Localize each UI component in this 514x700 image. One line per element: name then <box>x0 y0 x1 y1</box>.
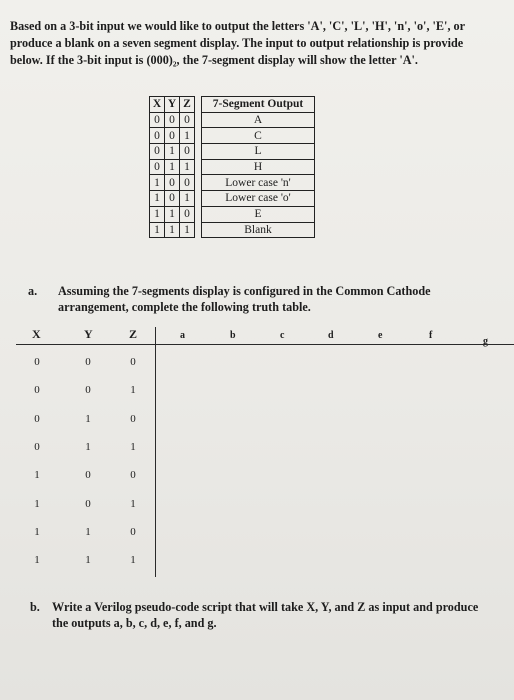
lookup-cell-x: 1 <box>150 222 165 238</box>
lookup-header-row <box>150 97 315 113</box>
tt-cell-y: 0 <box>85 384 91 397</box>
lookup-cell-output: E <box>202 206 315 222</box>
lookup-header-x: X <box>150 97 165 113</box>
tt-cell-z: 1 <box>130 440 136 453</box>
tt-cell-y: 1 <box>85 412 91 425</box>
lookup-gap <box>195 191 202 207</box>
lookup-cell-x: 1 <box>150 191 165 207</box>
tt-cell-z: 0 <box>130 412 136 425</box>
truth-table-divider <box>155 327 156 577</box>
lookup-cell-y: 0 <box>165 191 180 207</box>
lookup-gap <box>195 175 202 191</box>
lookup-cell-y: 1 <box>165 159 180 175</box>
question-b-line-2: the outputs a, b, c, d, e, f, and g. <box>52 616 217 630</box>
tt-header-g: g <box>483 336 488 347</box>
lookup-cell-z: 0 <box>180 175 195 191</box>
lookup-cell-x: 0 <box>150 159 165 175</box>
lookup-row <box>150 222 315 238</box>
lookup-row <box>150 144 315 160</box>
tt-header-e: e <box>378 330 383 341</box>
tt-header-z: Z <box>129 327 138 341</box>
lookup-cell-z: 1 <box>180 159 195 175</box>
intro-line-1: Based on a 3-bit input we would like to output the letters 'A', 'C', 'L', 'H', 'n', 'o', 'E', or <box>10 19 466 33</box>
lookup-cell-output: Lower case 'o' <box>202 191 315 207</box>
lookup-cell-output: C <box>202 128 315 144</box>
intro-line-2: produce a blank on a seven segment display. The input to output relationship is provide <box>10 36 464 50</box>
lookup-cell-x: 1 <box>150 175 165 191</box>
tt-cell-y: 0 <box>85 469 91 482</box>
truth-table-header-rule <box>16 344 514 345</box>
lookup-cell-y: 1 <box>165 206 180 222</box>
lookup-cell-x: 1 <box>150 206 165 222</box>
input-output-table <box>149 96 315 238</box>
tt-cell-x: 1 <box>34 554 40 567</box>
question-a-line-1: Assuming the 7-segments display is configured in the Common Cathode <box>58 284 431 298</box>
lookup-row <box>150 191 315 207</box>
tt-cell-z: 1 <box>130 554 136 567</box>
lookup-gap <box>195 159 202 175</box>
tt-cell-y: 1 <box>85 440 91 453</box>
tt-header-y: Y <box>84 327 93 341</box>
tt-header-f: f <box>429 330 433 341</box>
lookup-cell-output: Lower case 'n' <box>202 175 315 191</box>
lookup-cell-x: 0 <box>150 144 165 160</box>
tt-cell-y: 1 <box>85 525 91 538</box>
tt-cell-z: 0 <box>130 356 136 368</box>
lookup-header-output: 7-Segment Output <box>202 97 315 113</box>
lookup-cell-y: 0 <box>165 112 180 128</box>
lookup-cell-z: 0 <box>180 112 195 128</box>
lookup-cell-z: 1 <box>180 222 195 238</box>
question-b-line-1: Write a Verilog pseudo-code script that will take X, Y, and Z as input and produce <box>52 600 479 614</box>
lookup-row <box>150 159 315 175</box>
lookup-gap <box>195 222 202 238</box>
lookup-gap <box>195 144 202 160</box>
tt-cell-x: 0 <box>34 412 40 425</box>
tt-cell-x: 0 <box>34 356 40 368</box>
tt-cell-z: 1 <box>130 497 136 510</box>
tt-cell-y: 0 <box>85 497 91 510</box>
lookup-cell-y: 0 <box>165 128 180 144</box>
tt-cell-x: 1 <box>34 469 40 482</box>
lookup-cell-y: 1 <box>165 222 180 238</box>
lookup-cell-z: 0 <box>180 206 195 222</box>
tt-cell-x: 1 <box>34 497 40 510</box>
tt-cell-z: 1 <box>130 384 136 397</box>
tt-cell-z: 0 <box>130 469 136 482</box>
tt-header-d: d <box>328 330 334 341</box>
tt-header-c: c <box>280 330 285 341</box>
lookup-gap <box>195 128 202 144</box>
lookup-header-y: Y <box>165 97 180 113</box>
lookup-cell-y: 1 <box>165 144 180 160</box>
lookup-cell-y: 0 <box>165 175 180 191</box>
lookup-cell-output: Blank <box>202 222 315 238</box>
tt-cell-y: 1 <box>85 554 91 567</box>
lookup-header-z: Z <box>180 97 195 113</box>
lookup-gap <box>195 97 202 113</box>
intro-line-3: below. If the 3-bit input is (000)₂, the 7-segment display will show the letter 'A'. <box>10 53 418 67</box>
lookup-row <box>150 206 315 222</box>
tt-cell-y: 0 <box>85 356 91 368</box>
lookup-cell-z: 1 <box>180 191 195 207</box>
lookup-gap <box>195 112 202 128</box>
tt-cell-x: 1 <box>34 525 40 538</box>
tt-cell-x: 0 <box>34 384 40 397</box>
lookup-row <box>150 128 315 144</box>
lookup-row <box>150 112 315 128</box>
lookup-cell-output: H <box>202 159 315 175</box>
lookup-cell-z: 1 <box>180 128 195 144</box>
problem-intro <box>10 18 510 69</box>
tt-header-b: b <box>230 330 236 341</box>
tt-header-a: a <box>180 330 185 341</box>
lookup-cell-x: 0 <box>150 112 165 128</box>
lookup-cell-z: 0 <box>180 144 195 160</box>
question-a-line-2: arrangement, complete the following truth table. <box>58 300 311 314</box>
tt-cell-z: 0 <box>130 525 136 538</box>
lookup-row <box>150 175 315 191</box>
lookup-cell-output: L <box>202 144 315 160</box>
tt-cell-x: 0 <box>34 440 40 453</box>
lookup-gap <box>195 206 202 222</box>
question-b-label: b. <box>30 600 40 614</box>
lookup-cell-output: A <box>202 112 315 128</box>
question-a-label: a. <box>28 284 38 298</box>
tt-header-x: X <box>32 327 41 341</box>
lookup-cell-x: 0 <box>150 128 165 144</box>
